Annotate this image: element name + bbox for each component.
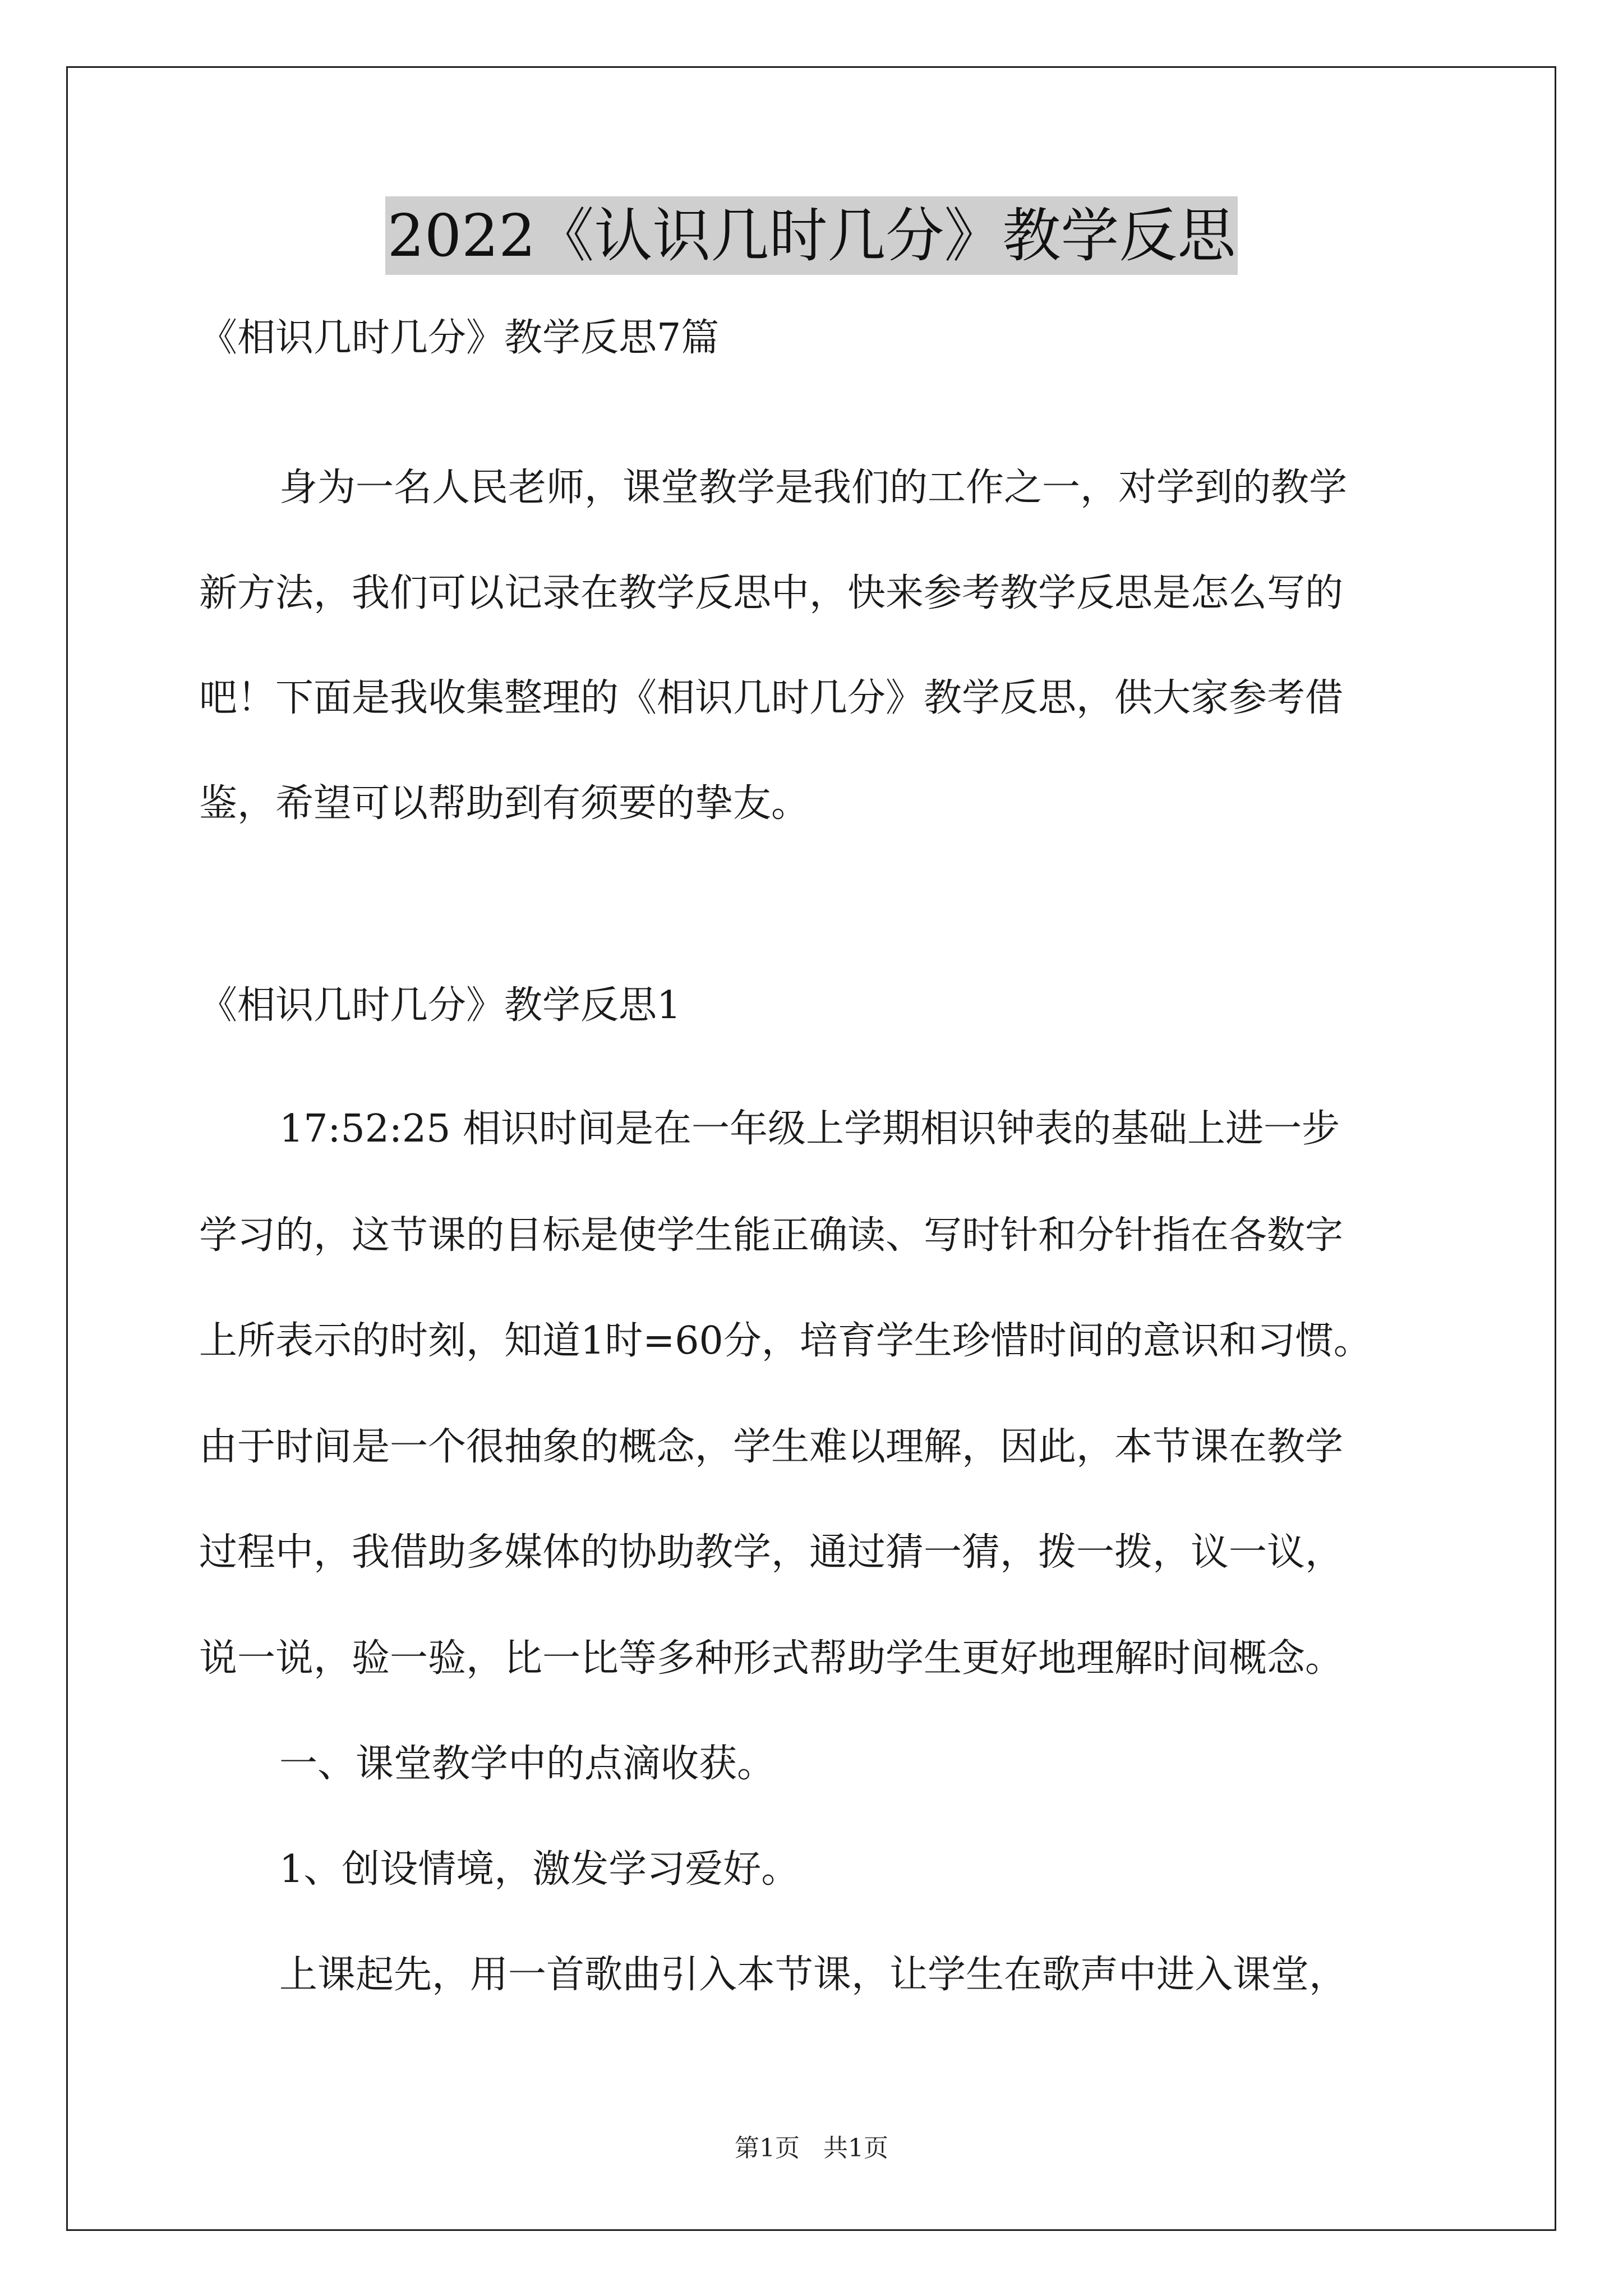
title-container	[0, 196, 1623, 275]
last-line: 上课起先，用一首歌曲引入本节课，让学生在歌声中进入课堂，	[279, 1953, 1348, 1997]
section-body-line-3: 上所表示的时刻，知道1时=60分，培育学生珍惜时间的意识和习惯。	[199, 1319, 1372, 1363]
section-body-line-1: 17:52:25 相识时间是在一年级上学期相识钟表的基础上进一步	[279, 1107, 1340, 1151]
point-one: 一、课堂教学中的点滴收获。	[279, 1742, 776, 1786]
page-footer: 第1页 共1页	[735, 2134, 888, 2162]
section-heading: 《相识几时几分》教学反思1	[199, 983, 681, 1028]
intro-line-1: 身为一名人民老师，课堂教学是我们的工作之一，对学到的教学	[279, 466, 1348, 510]
section-body-line-2: 学习的，这节课的目标是使学生能正确读、写时针和分针指在各数字	[199, 1213, 1344, 1258]
document-title: 2022《认识几时几分》教学反思	[385, 196, 1238, 275]
section-body-line-4: 由于时间是一个很抽象的概念，学生难以理解，因此，本节课在教学	[199, 1425, 1344, 1469]
section-body-line-5: 过程中，我借助多媒体的协助教学，通过猜一猜，拨一拨，议一议，	[199, 1530, 1344, 1575]
point-one-sub: 1、创设情境，激发学习爱好。	[279, 1847, 800, 1892]
document-subtitle: 《相识几时几分》教学反思7篇	[199, 316, 720, 360]
intro-line-3: 吧！下面是我收集整理的《相识几时几分》教学反思，供大家参考借	[199, 676, 1344, 720]
intro-line-2: 新方法，我们可以记录在教学反思中，快来参考教学反思是怎么写的	[199, 571, 1344, 615]
intro-line-4: 鉴，希望可以帮助到有须要的挚友。	[199, 781, 810, 826]
section-body-line-6: 说一说，验一验，比一比等多种形式帮助学生更好地理解时间概念。	[199, 1636, 1344, 1681]
